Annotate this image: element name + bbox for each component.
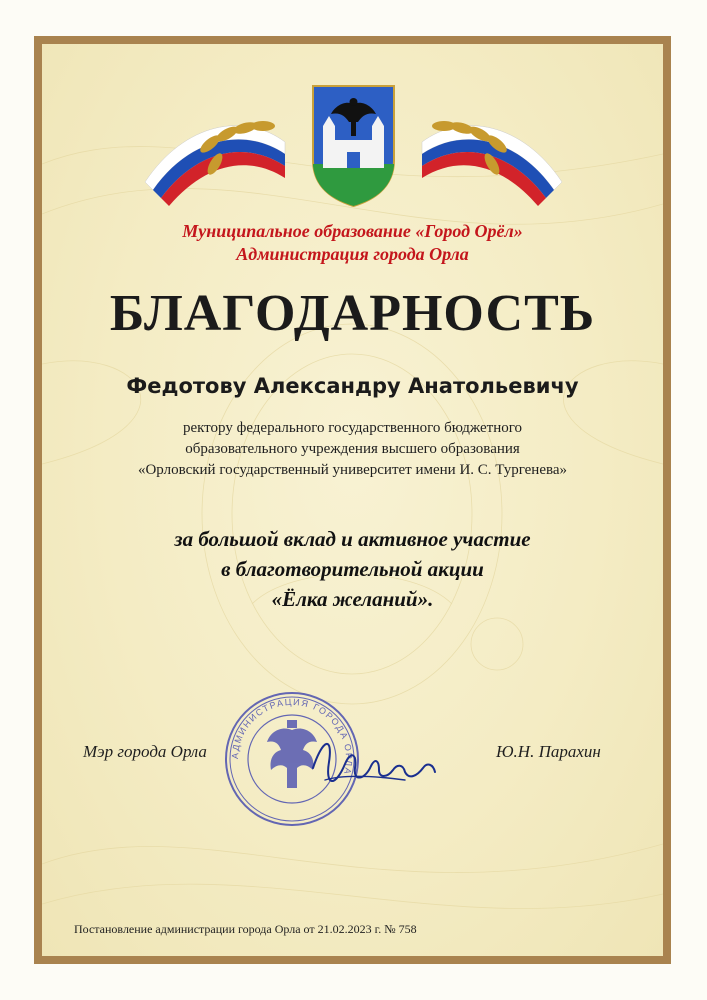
- position-line: ректору федерального государственного бюджетного: [182, 420, 523, 436]
- position-line: «Орловский государственный университет имени И. С. Тургенева»: [137, 462, 568, 478]
- resolution-reference: Постановление администрации города Орла от 21.02.2023 г. № 758: [74, 922, 417, 936]
- signatory-name: Ю.Н. Парахин: [496, 742, 601, 761]
- reason-line: за большой вклад и активное участие: [174, 527, 531, 551]
- issuing-authority-header: [42, 220, 663, 266]
- recipient-name: Федотову Александру Анатольевичу: [126, 374, 579, 398]
- coat-of-arms-emblem: [135, 82, 572, 212]
- signatory-position: Мэр города Орла: [83, 742, 207, 761]
- stamp-text: АДМИНИСТРАЦИЯ ГОРОДА ОРЛА: [229, 696, 355, 777]
- recipient-position: [42, 418, 663, 481]
- handwritten-signature: [305, 728, 440, 800]
- municipality-name: Муниципальное образование «Город Орёл»: [182, 221, 523, 241]
- reason-line: «Ёлка желаний».: [271, 587, 434, 611]
- reason-line: в благотворительной акции: [221, 557, 484, 581]
- award-reason: [42, 524, 663, 614]
- administration-name: Администрация города Орла: [236, 244, 469, 264]
- city-shield-icon: [313, 86, 394, 206]
- certificate-title: БЛАГОДАРНОСТЬ: [109, 285, 596, 342]
- position-line: образовательного учреждения высшего образования: [185, 441, 520, 457]
